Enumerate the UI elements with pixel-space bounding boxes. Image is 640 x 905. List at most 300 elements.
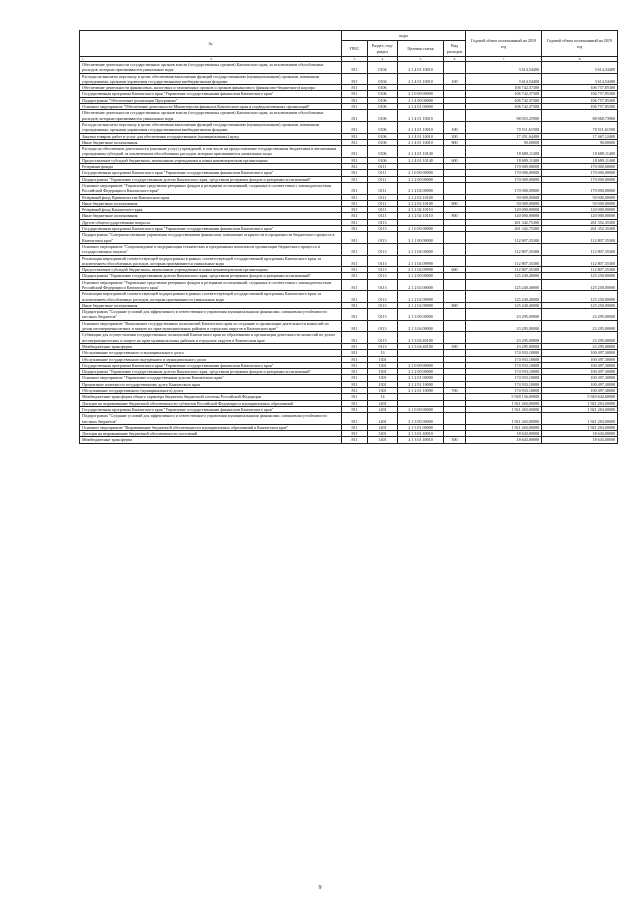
cell-2018: 125 240,40000 (466, 273, 542, 279)
cell-razdel: 0113 (368, 320, 398, 332)
cell-razdel: 0113 (368, 279, 398, 291)
cell-2019: 100 497,30000 (542, 381, 618, 387)
cell-razdel: 0106 (368, 85, 398, 91)
cell-grbs: 811 (342, 362, 368, 368)
cell-razdel: 1401 (368, 413, 398, 425)
cell-vid (444, 255, 466, 267)
cell-name: Резервный фонд Камчатского края (80, 207, 342, 213)
cell-razdel: 1401 (368, 431, 398, 437)
cell-razdel: 0113 (368, 226, 398, 232)
budget-table-sheet (79, 30, 617, 444)
index-cell-2: 2 (210, 57, 213, 61)
cell-cst: 2 1 0 00 00000 (398, 362, 444, 368)
cell-name: Закупка товаров, работ и услуг для обеспечения государственных (муниципальных) нужд (80, 133, 342, 139)
cell-razdel: 0113 (368, 243, 398, 255)
cell-grbs: 811 (342, 213, 368, 219)
cell-name: Обеспечение деятельности государственных органов власти (государственных органов) Камчатского края, за исключением обособленных расходов, которым присваиваются уникальные коды (80, 110, 342, 122)
cell-name: Предоставление субсидий бюджетным, автономным учреждениям и иным некоммерческим организациям (80, 267, 342, 273)
cell-2019: 125 250,00000 (542, 302, 618, 308)
cell-razdel: 0111 (368, 170, 398, 176)
cell-vid: 500 (444, 343, 466, 349)
cell-2019: 170 000,00000 (542, 182, 618, 194)
cell-2019: 112 807,35300 (542, 243, 618, 255)
cell-razdel: 0106 (368, 110, 398, 122)
cell-cst: 2 1 0 00 00000 (398, 226, 444, 232)
cell-2019: 170 000,00000 (542, 164, 618, 170)
cell-2019: 1 921 263,00000 (542, 400, 618, 406)
cell-grbs: 811 (342, 146, 368, 158)
cell-cst: 2 1 4 01 10140 (398, 146, 444, 158)
cell-2019: 100 497,30000 (542, 388, 618, 394)
cell-razdel: 0111 (368, 194, 398, 200)
cell-grbs: 811 (342, 121, 368, 133)
cell-cst: 2 1 3 00 00000 (398, 309, 444, 321)
cell-vid (444, 62, 466, 74)
cell-name: Другие общегосударственные вопросы (80, 219, 342, 225)
cell-vid: 100 (444, 73, 466, 85)
cell-vid (444, 243, 466, 255)
cell-2018: 112 807,35300 (466, 267, 542, 273)
cell-2019: 1 921 263,00000 (542, 424, 618, 430)
cell-2019: 88 068,73900 (542, 110, 618, 122)
cell-cst: 2 1 4 00 00000 (398, 97, 444, 103)
cell-name: Резервный фонд Правительства Камчатского края (80, 194, 342, 200)
cell-razdel: 1301 (368, 388, 398, 394)
cell-razdel: 0106 (368, 97, 398, 103)
cell-grbs: 811 (342, 139, 368, 145)
cell-2018: 170 000,00000 (466, 164, 542, 170)
cell-cst: 2 1 2 02 09990 (398, 291, 444, 303)
col-header-2019: Годовой объем ассигнований на 2019 год (542, 31, 618, 57)
cell-2019: 70 511,61500 (542, 121, 618, 133)
table-row (80, 232, 618, 244)
col-header-cst: Целевая статья (398, 41, 444, 57)
cell-grbs: 811 (342, 91, 368, 97)
cell-razdel: 0113 (368, 267, 398, 273)
cell-cst: 2 1 2 00 00000 (398, 369, 444, 375)
cell-vid (444, 413, 466, 425)
cell-name: Подпрограмма "Управление государственным долгом Камчатского края, средствами резервных фондов и резервами ассигнований" (80, 176, 342, 182)
cell-cst: 2 1 2 00 00000 (398, 273, 444, 279)
cell-name: Резервные фонды (80, 164, 342, 170)
cell-grbs: 811 (342, 73, 368, 85)
cell-2019: 3 614,54400 (542, 62, 618, 74)
budget-table (79, 30, 618, 444)
cell-2019: 1 921 263,00000 (542, 413, 618, 425)
cell-2018: 1 921 263,00000 (466, 400, 542, 406)
cell-razdel: 0104 (368, 73, 398, 85)
cell-cst: 2 1 0 00 00000 (398, 91, 444, 97)
cell-name: Подпрограмма "Создание условий для эффективного и ответственного управления муниципальными финансами, повышения устойчивости местных бюджетов" (80, 413, 342, 425)
cell-2019: 120 000,00000 (542, 213, 618, 219)
cell-2018: 3 614,54400 (466, 62, 542, 74)
cell-grbs: 811 (342, 302, 368, 308)
cell-grbs: 811 (342, 413, 368, 425)
cell-grbs: 811 (342, 85, 368, 91)
cell-vid: 700 (444, 388, 466, 394)
cell-razdel: 0113 (368, 273, 398, 279)
table-row (80, 62, 618, 74)
cell-cst: 2 1 1 04 09990 (398, 267, 444, 273)
cell-name: Иные бюджетные ассигнования (80, 302, 342, 308)
cell-razdel: 0113 (368, 291, 398, 303)
cell-grbs: 811 (342, 356, 368, 362)
cell-vid (444, 320, 466, 332)
cell-vid: 600 (444, 267, 466, 273)
cell-2019: 18 643,00000 (542, 437, 618, 443)
cell-2018: 174 933,10000 (466, 356, 542, 362)
cell-2019: 120 000,00000 (542, 207, 618, 213)
cell-grbs: 811 (342, 62, 368, 74)
cell-2019: 261 352,35300 (542, 219, 618, 225)
cell-2018: 112 807,35300 (466, 255, 542, 267)
cell-2019: 100 497,30000 (542, 375, 618, 381)
cell-2019: 106 757,85300 (542, 97, 618, 103)
cell-cst: 2 1 4 01 10010 (398, 62, 444, 74)
cell-2018: 18 643,00000 (466, 437, 542, 443)
cell-2018: 23 295,00000 (466, 343, 542, 349)
cell-2018: 70 511,61500 (466, 121, 542, 133)
cell-2018: 120 000,00000 (466, 213, 542, 219)
cell-cst: 2 1 3 04 40100 (398, 332, 444, 344)
cell-name: Межбюджетные трансферты (80, 343, 342, 349)
cell-grbs: 811 (342, 110, 368, 122)
table-row (80, 413, 618, 425)
cell-razdel: 1401 (368, 437, 398, 443)
cell-cst: 2 1 2 02 10100 (398, 200, 444, 206)
cell-cst: 2 1 0 00 00000 (398, 406, 444, 412)
cell-name: Основное мероприятие "Управление государственным долгом Камчатского края" (80, 375, 342, 381)
cell-name: Государственная программа Камчатского края "Управление государственными финансами Камчатского края" (80, 91, 342, 97)
cell-2018: 261 342,75300 (466, 219, 542, 225)
cell-2019: 106 757,85300 (542, 91, 618, 97)
cell-2018: 174 933,10000 (466, 381, 542, 387)
table-row (80, 437, 618, 443)
cell-2018: 120 000,00000 (466, 207, 542, 213)
cell-cst: 2 1 1 04 09990 (398, 255, 444, 267)
cell-name: Обеспечение деятельности финансовых, налоговых и таможенных органов и органов финансового (финансово-бюджетного) надзора (80, 85, 342, 91)
cell-grbs: 811 (342, 164, 368, 170)
cell-name: Обеспечение деятельности государственных органов власти (государственных органов) Камчатского края, за исключением обособленных расходов, которым присваиваются уникальные коды (80, 62, 342, 74)
cell-vid (444, 146, 466, 158)
cell-name: Межбюджетные трансферты (80, 437, 342, 443)
col-header-vid: Вид расходов (444, 41, 466, 57)
cell-2019: 18 689,11400 (542, 157, 618, 163)
cell-2019: 125 250,00000 (542, 279, 618, 291)
cell-razdel: 1301 (368, 375, 398, 381)
cell-2018: 1 921 263,00000 (466, 413, 542, 425)
cell-cst: 2 1 2 01 10090 (398, 388, 444, 394)
cell-name: Иные бюджетные ассигнования (80, 200, 342, 206)
cell-2019: 106 757,85300 (542, 85, 618, 91)
cell-cst: 2 1 4 01 10140 (398, 157, 444, 163)
cell-name: Межбюджетные трансферты общего характера бюджетам бюджетной системы Российской Федерации (80, 394, 342, 400)
cell-cst: 2 1 2 02 10110 (398, 213, 444, 219)
table-row (80, 332, 618, 344)
cell-razdel: 0111 (368, 213, 398, 219)
cell-razdel: 0106 (368, 121, 398, 133)
cell-name: Государственная программа Камчатского края "Управление государственными финансами Камчатского края" (80, 362, 342, 368)
cell-grbs: 811 (342, 375, 368, 381)
cell-grbs: 811 (342, 394, 368, 400)
cell-razdel: 1301 (368, 381, 398, 387)
cell-razdel: 0106 (368, 104, 398, 110)
table-header (80, 31, 618, 62)
cell-2018: 3 614,54400 (466, 73, 542, 85)
col-header-num: № (80, 31, 342, 57)
cell-razdel: 0113 (368, 343, 398, 349)
cell-cst: 2 1 3 04 00000 (398, 320, 444, 332)
cell-2018: 125 240,40000 (466, 291, 542, 303)
cell-name: Государственная программа Камчатского края "Управление государственными финансами Камчатского края" (80, 170, 342, 176)
cell-name: Обслуживание государственного (муниципального) долга (80, 388, 342, 394)
cell-name: Основное мероприятие "Выравнивание бюджетной обеспеченности муниципальных образований в Камчатском крае" (80, 424, 342, 430)
cell-cst: 2 1 2 01 10090 (398, 381, 444, 387)
cell-name: Подпрограмма "Создание условий для эффективного и ответственного управления муниципальными финансами, повышения устойчивости местных бюджетов" (80, 309, 342, 321)
cell-vid: 500 (444, 437, 466, 443)
table-row (80, 182, 618, 194)
cell-2018: 50 000,00000 (466, 200, 542, 206)
cell-razdel: 0113 (368, 255, 398, 267)
cell-razdel: 0111 (368, 176, 398, 182)
cell-name: Процентные платежи по государственному долгу Камчатского края (80, 381, 342, 387)
cell-2019: 261 352,35300 (542, 226, 618, 232)
cell-razdel: 0106 (368, 139, 398, 145)
cell-2018: 1 921 263,00000 (466, 406, 542, 412)
cell-razdel: 0113 (368, 232, 398, 244)
cell-name: Расходы на выплаты персоналу в целях обеспечения выполнения функций государственными (муниципальными) органами, казенными учреждениями, органами управления государственными внебюджетными фондами (80, 73, 342, 85)
table-row (80, 110, 618, 122)
cell-2018: 23 295,00000 (466, 332, 542, 344)
cell-grbs: 811 (342, 437, 368, 443)
cell-razdel: 1401 (368, 400, 398, 406)
cell-2019: 106 757,85300 (542, 104, 618, 110)
cell-vid: 100 (444, 121, 466, 133)
cell-cst: 2 1 3 04 40100 (398, 343, 444, 349)
cell-2019: 100 497,30000 (542, 350, 618, 356)
cell-name: Государственная программа Камчатского края "Управление государственными финансами Камчатского края" (80, 226, 342, 232)
col-header-razdel: Раздел, под-раздел (368, 41, 398, 57)
cell-grbs: 811 (342, 350, 368, 356)
table-row (80, 146, 618, 158)
cell-grbs: 811 (342, 200, 368, 206)
cell-vid (444, 332, 466, 344)
page-number: 9 (318, 885, 322, 891)
cell-vid: 600 (444, 157, 466, 163)
cell-grbs: 811 (342, 157, 368, 163)
cell-2018: 125 240,40000 (466, 279, 542, 291)
index-cell-7: 7 (466, 57, 542, 62)
cell-2018: 106 742,37300 (466, 97, 542, 103)
cell-cst: 2 1 4 01 00000 (398, 104, 444, 110)
cell-name: Дотации на выравнивание бюджетной обеспеченности поселений (80, 431, 342, 437)
cell-razdel: 0113 (368, 302, 398, 308)
cell-vid: 800 (444, 213, 466, 219)
cell-name: Иные бюджетные ассигнования (80, 139, 342, 145)
table-body (80, 62, 618, 444)
cell-grbs: 811 (342, 207, 368, 213)
cell-name: Реализация мероприятий соответствующей подпрограммы в рамках соответствующей государственной программы Камчатского края, за исключением обособленных расходов, которым присваиваются уникальные коды (80, 291, 342, 303)
cell-vid (444, 110, 466, 122)
cell-grbs: 811 (342, 232, 368, 244)
cell-grbs: 811 (342, 291, 368, 303)
cell-name: Иные бюджетные ассигнования (80, 213, 342, 219)
cell-razdel: 1301 (368, 362, 398, 368)
cell-razdel: 13 (368, 350, 398, 356)
cell-name: Реализация мероприятий соответствующей подпрограммы в рамках соответствующей государственной программы Камчатского края, за исключением обособленных расходов, которым присваиваются уникальные коды (80, 255, 342, 267)
cell-2019: 90,00000 (542, 139, 618, 145)
cell-vid (444, 291, 466, 303)
cell-razdel: 1401 (368, 406, 398, 412)
cell-cst: 2 1 2 02 09990 (398, 302, 444, 308)
cell-2018: 174 933,10000 (466, 369, 542, 375)
cell-grbs: 811 (342, 320, 368, 332)
cell-grbs: 811 (342, 97, 368, 103)
cell-cst: 2 1 3 01 00000 (398, 424, 444, 430)
cell-2018: 170 000,00000 (466, 182, 542, 194)
cell-2018: 90,00000 (466, 139, 542, 145)
table-row (80, 73, 618, 85)
cell-2019: 100 497,30000 (542, 362, 618, 368)
cell-razdel: 0106 (368, 133, 398, 139)
cell-cst: 2 1 2 02 10110 (398, 207, 444, 213)
cell-cst: 2 1 2 01 00000 (398, 375, 444, 381)
cell-cst: 2 1 2 00 00000 (398, 176, 444, 182)
cell-vid (444, 279, 466, 291)
cell-2018: 88 053,25900 (466, 110, 542, 122)
cell-2018: 174 933,10000 (466, 388, 542, 394)
cell-grbs: 811 (342, 133, 368, 139)
cell-2018: 106 742,37300 (466, 104, 542, 110)
cell-grbs: 811 (342, 381, 368, 387)
cell-cst: 2 1 1 04 00000 (398, 243, 444, 255)
index-cell-8: 8 (542, 57, 618, 62)
cell-2018: 23 295,00000 (466, 309, 542, 321)
cell-grbs: 811 (342, 273, 368, 279)
cell-grbs: 811 (342, 400, 368, 406)
cell-2018: 170 000,00000 (466, 170, 542, 176)
cell-2019: 17 467,12400 (542, 133, 618, 139)
cell-2018: 174 933,10000 (466, 362, 542, 368)
cell-vid (444, 182, 466, 194)
cell-2018: 261 342,75300 (466, 226, 542, 232)
table-row (80, 121, 618, 133)
index-cell-3: 3 (342, 57, 368, 62)
cell-cst: 2 1 3 01 40010 (398, 431, 444, 437)
cell-name: Расходы на выплаты персоналу в целях обеспечения выполнения функций государственными (муниципальными) органами, казенными учреждениями, органами управления государственными внебюджетными фондами (80, 121, 342, 133)
cell-grbs: 811 (342, 388, 368, 394)
cell-razdel: 0113 (368, 309, 398, 321)
cell-name: Подпрограмма "Управление государственным долгом Камчатского края, средствами резервных фондов и резервами ассигнований" (80, 369, 342, 375)
index-cell-1: 1 (82, 57, 84, 61)
cell-vid: 800 (444, 200, 466, 206)
cell-grbs: 811 (342, 343, 368, 349)
cell-razdel: 1301 (368, 369, 398, 375)
cell-2019: 125 250,00000 (542, 273, 618, 279)
cell-grbs: 811 (342, 176, 368, 182)
cell-2019: 50 000,00000 (542, 200, 618, 206)
cell-cst: 2 1 4 01 10010 (398, 73, 444, 85)
cell-cst: 2 1 2 02 00000 (398, 279, 444, 291)
cell-2019: 100 497,30000 (542, 356, 618, 362)
cell-razdel: 0113 (368, 219, 398, 225)
cell-2019: 23 295,00000 (542, 332, 618, 344)
cell-2018: 112 807,35300 (466, 243, 542, 255)
cell-vid: 800 (444, 139, 466, 145)
cell-2019: 23 295,00000 (542, 343, 618, 349)
cell-name: Дотации на выравнивание бюджетной обеспеченности субъектов Российской Федерации и муниципальных образований (80, 400, 342, 406)
table-row (80, 309, 618, 321)
cell-name: Основное мероприятие "Управление средствами резервных фондов и резервами ассигнований, созданных в соответствии с законодательством Российской Федерации и Камчатского края" (80, 279, 342, 291)
cell-2018: 18 643,00000 (466, 431, 542, 437)
cell-2019: 23 295,00000 (542, 320, 618, 332)
cell-2018: 170 000,00000 (466, 176, 542, 182)
cell-2019: 100 497,30000 (542, 369, 618, 375)
cell-cst: 2 1 0 00 00000 (398, 170, 444, 176)
col-header-grbs: ГРБС (342, 41, 368, 57)
cell-razdel: 0111 (368, 200, 398, 206)
cell-2019: 23 295,00000 (542, 309, 618, 321)
index-cell-4: 4 (368, 57, 398, 62)
cell-grbs: 811 (342, 255, 368, 267)
index-cell-5: 5 (398, 57, 444, 62)
cell-vid: 200 (444, 133, 466, 139)
cell-grbs: 811 (342, 424, 368, 430)
cell-name: Основное мероприятие "Сопровождение и модернизация технических и программных комплексов организации бюджетного процесса и государственных закупок" (80, 243, 342, 255)
cell-grbs: 811 (342, 431, 368, 437)
cell-razdel: 0106 (368, 91, 398, 97)
table-row (80, 320, 618, 332)
cell-grbs: 811 (342, 219, 368, 225)
cell-name: Обслуживание государственного внутреннего и муниципального долга (80, 356, 342, 362)
cell-2018: 5 928 156,00000 (466, 394, 542, 400)
cell-razdel: 0111 (368, 164, 398, 170)
cell-name: Подпрограмма "Обеспечение реализации Программы" (80, 97, 342, 103)
index-cell (80, 57, 342, 62)
cell-grbs: 811 (342, 226, 368, 232)
cell-grbs: 811 (342, 182, 368, 194)
cell-cst: 2 1 3 01 40010 (398, 437, 444, 443)
cell-2018: 106 742,37300 (466, 85, 542, 91)
cell-2018: 18 689,11400 (466, 157, 542, 163)
cell-grbs: 811 (342, 309, 368, 321)
cell-name: Подпрограмма "Совершенствование управления государственными финансами, повышение открытости и прозрачности бюджетного процесса в Камчатском крае" (80, 232, 342, 244)
cell-2018: 112 807,35300 (466, 232, 542, 244)
cell-razdel: 0111 (368, 182, 398, 194)
cell-name: Предоставление субсидий бюджетным, автономным учреждениям и иным некоммерческим организациям (80, 157, 342, 163)
cell-cst: 2 1 1 00 00000 (398, 232, 444, 244)
cell-2019: 170 000,00000 (542, 176, 618, 182)
cell-cst: 2 1 2 02 00000 (398, 182, 444, 194)
cell-name: Расходы на обеспечение деятельности (оказание услуг) учреждений, в том числе на предоставление государственным бюджетным и автономным учреждениям субсидий, за исключением обособленных расходов, которым присваиваются уникальные коды (80, 146, 342, 158)
cell-2019: 1 921 263,00000 (542, 406, 618, 412)
table-row (80, 291, 618, 303)
cell-name: Государственная программа Камчатского края "Управление государственными финансами Камчатского края" (80, 406, 342, 412)
cell-razdel: 0104 (368, 62, 398, 74)
cell-2018: 18 689,11400 (466, 146, 542, 158)
cell-cst: 2 1 3 00 00000 (398, 413, 444, 425)
table-row (80, 255, 618, 267)
cell-grbs: 811 (342, 332, 368, 344)
cell-2019: 125 250,00000 (542, 291, 618, 303)
col-header-codes: коды (342, 31, 466, 41)
cell-vid (444, 309, 466, 321)
cell-2019: 18 643,00000 (542, 431, 618, 437)
cell-name: Обслуживание государственного и муниципального долга (80, 350, 342, 356)
cell-2019: 112 807,35300 (542, 232, 618, 244)
cell-vid: 800 (444, 302, 466, 308)
cell-name: Подпрограмма "Управление государственным долгом Камчатского края, средствами резервных фондов и резервами ассигнований" (80, 273, 342, 279)
